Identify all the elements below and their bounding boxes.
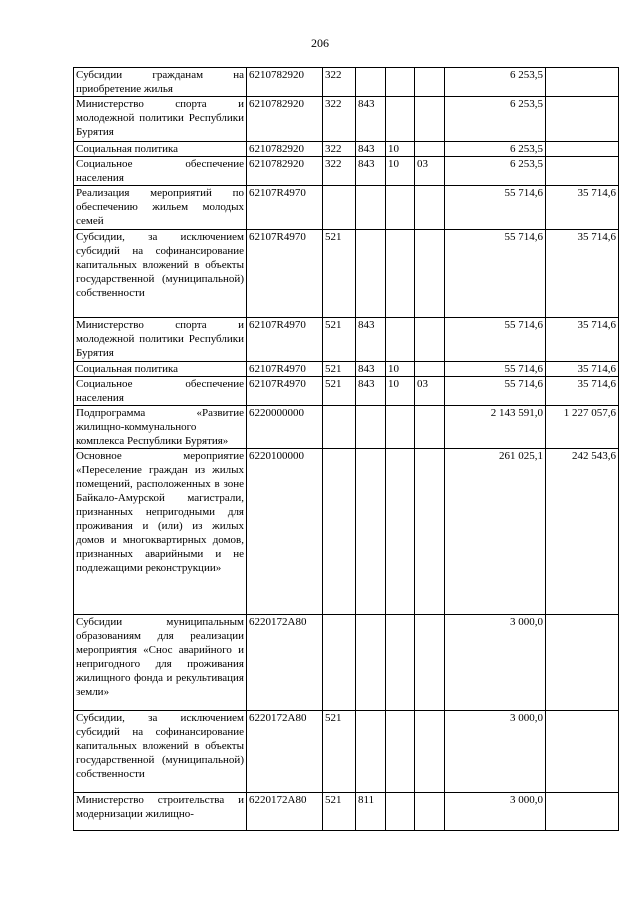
expense-type-code: [323, 615, 356, 711]
expense-type-code: 521: [323, 362, 356, 377]
subsection-code: [415, 186, 445, 230]
ministry-code: [356, 615, 386, 711]
table-row: [74, 186, 619, 230]
amount-year-2: [546, 711, 619, 793]
amount-year-2: [546, 142, 619, 157]
table-row: [74, 157, 619, 186]
subsection-code: [415, 230, 445, 318]
amount-year-1: 6 253,5: [445, 68, 546, 97]
amount-year-1: 55 714,6: [445, 230, 546, 318]
ministry-code: [356, 406, 386, 449]
table-row: [74, 318, 619, 362]
expense-type-code: 521: [323, 318, 356, 362]
section-code: 10: [386, 157, 415, 186]
table-row: [74, 97, 619, 142]
amount-year-1: 55 714,6: [445, 362, 546, 377]
section-code: [386, 615, 415, 711]
section-code: [386, 186, 415, 230]
section-code: 10: [386, 142, 415, 157]
amount-year-2: [546, 793, 619, 831]
expense-type-code: 322: [323, 157, 356, 186]
amount-year-2: [546, 68, 619, 97]
budget-table: [73, 67, 619, 831]
ministry-code: 843: [356, 97, 386, 142]
table-row: [74, 142, 619, 157]
subsection-code: [415, 142, 445, 157]
amount-year-2: 35 714,6: [546, 362, 619, 377]
section-code: [386, 318, 415, 362]
row-name: Субсидии гражданам на приобретение жилья: [74, 68, 247, 97]
target-article-code: 6220100000: [247, 449, 323, 615]
ministry-code: [356, 68, 386, 97]
amount-year-1: 261 025,1: [445, 449, 546, 615]
expense-type-code: 521: [323, 377, 356, 406]
expense-type-code: [323, 186, 356, 230]
row-name: Социальное обеспечение населения: [74, 157, 247, 186]
amount-year-2: [546, 157, 619, 186]
ministry-code: 843: [356, 362, 386, 377]
target-article-code: 6220172A80: [247, 615, 323, 711]
row-name: Социальное обеспечение населения: [74, 377, 247, 406]
subsection-code: [415, 711, 445, 793]
ministry-code: 843: [356, 142, 386, 157]
page-number: 206: [311, 36, 329, 50]
table-row: [74, 362, 619, 377]
amount-year-1: 6 253,5: [445, 97, 546, 142]
row-name: Реализация мероприятий по обеспечению жильем молодых семей: [74, 186, 247, 230]
section-code: [386, 230, 415, 318]
amount-year-2: 35 714,6: [546, 186, 619, 230]
table-row: [74, 449, 619, 615]
table-row: [74, 230, 619, 318]
subsection-code: [415, 68, 445, 97]
section-code: 10: [386, 362, 415, 377]
subsection-code: [415, 449, 445, 615]
subsection-code: [415, 615, 445, 711]
expense-type-code: 521: [323, 793, 356, 831]
ministry-code: 811: [356, 793, 386, 831]
section-code: [386, 97, 415, 142]
amount-year-2: 35 714,6: [546, 377, 619, 406]
target-article-code: 6220000000: [247, 406, 323, 449]
row-name: Министерство строительства и модернизации жилищно-: [74, 793, 247, 831]
target-article-code: 62107R4970: [247, 318, 323, 362]
ministry-code: 843: [356, 318, 386, 362]
ministry-code: [356, 230, 386, 318]
section-code: [386, 449, 415, 615]
target-article-code: 6220172A80: [247, 711, 323, 793]
table-row: [74, 615, 619, 711]
row-name: Подпрограмма «Развитие жилищно-коммунального комплекса Республики Бурятия»: [74, 406, 247, 449]
row-name: Основное мероприятие «Переселение граждан из жилых помещений, расположенных в зоне Байкало-Амурской магистрали, признанных непригодными для проживания и (или) из жилых домов и многоквартирных домов, признанных аварийными и не подлежащими реконструкции»: [74, 449, 247, 615]
subsection-code: [415, 318, 445, 362]
amount-year-1: 6 253,5: [445, 142, 546, 157]
table-row: [74, 793, 619, 831]
target-article-code: 6220172A80: [247, 793, 323, 831]
section-code: [386, 711, 415, 793]
subsection-code: [415, 793, 445, 831]
expense-type-code: 322: [323, 142, 356, 157]
amount-year-2: 35 714,6: [546, 318, 619, 362]
amount-year-2: 1 227 057,6: [546, 406, 619, 449]
amount-year-1: 55 714,6: [445, 318, 546, 362]
amount-year-2: [546, 97, 619, 142]
subsection-code: 03: [415, 377, 445, 406]
target-article-code: 62107R4970: [247, 362, 323, 377]
row-name: Субсидии, за исключением субсидий на софинансирование капитальных вложений в объекты государственной (муниципальной) собственности: [74, 711, 247, 793]
amount-year-2: 35 714,6: [546, 230, 619, 318]
amount-year-1: 2 143 591,0: [445, 406, 546, 449]
target-article-code: 6210782920: [247, 68, 323, 97]
target-article-code: 62107R4970: [247, 230, 323, 318]
subsection-code: 03: [415, 157, 445, 186]
row-name: Социальная политика: [74, 362, 247, 377]
target-article-code: 62107R4970: [247, 377, 323, 406]
subsection-code: [415, 97, 445, 142]
table-row: [74, 68, 619, 97]
ministry-code: [356, 711, 386, 793]
expense-type-code: [323, 449, 356, 615]
amount-year-1: 55 714,6: [445, 377, 546, 406]
row-name: Социальная политика: [74, 142, 247, 157]
subsection-code: [415, 406, 445, 449]
expense-type-code: 322: [323, 97, 356, 142]
target-article-code: 6210782920: [247, 142, 323, 157]
section-code: 10: [386, 377, 415, 406]
amount-year-1: 55 714,6: [445, 186, 546, 230]
table-row: [74, 377, 619, 406]
expense-type-code: 322: [323, 68, 356, 97]
row-name: Министерство спорта и молодежной политики Республики Бурятия: [74, 318, 247, 362]
table-row: [74, 711, 619, 793]
amount-year-1: 3 000,0: [445, 793, 546, 831]
expense-type-code: 521: [323, 711, 356, 793]
subsection-code: [415, 362, 445, 377]
row-name: Министерство спорта и молодежной политики Республики Бурятия: [74, 97, 247, 142]
target-article-code: 62107R4970: [247, 186, 323, 230]
section-code: [386, 406, 415, 449]
section-code: [386, 793, 415, 831]
expense-type-code: [323, 406, 356, 449]
amount-year-2: [546, 615, 619, 711]
ministry-code: [356, 449, 386, 615]
target-article-code: 6210782920: [247, 97, 323, 142]
row-name: Субсидии муниципальным образованиям для реализации мероприятия «Снос аварийного и непригодного для проживания жилищного фонда и рекультивация земли»: [74, 615, 247, 711]
amount-year-2: 242 543,6: [546, 449, 619, 615]
table-row: [74, 406, 619, 449]
ministry-code: [356, 186, 386, 230]
amount-year-1: 6 253,5: [445, 157, 546, 186]
target-article-code: 6210782920: [247, 157, 323, 186]
row-name: Субсидии, за исключением субсидий на софинансирование капитальных вложений в объекты государственной (муниципальной) собственности: [74, 230, 247, 318]
amount-year-1: 3 000,0: [445, 615, 546, 711]
section-code: [386, 68, 415, 97]
ministry-code: 843: [356, 157, 386, 186]
amount-year-1: 3 000,0: [445, 711, 546, 793]
expense-type-code: 521: [323, 230, 356, 318]
ministry-code: 843: [356, 377, 386, 406]
